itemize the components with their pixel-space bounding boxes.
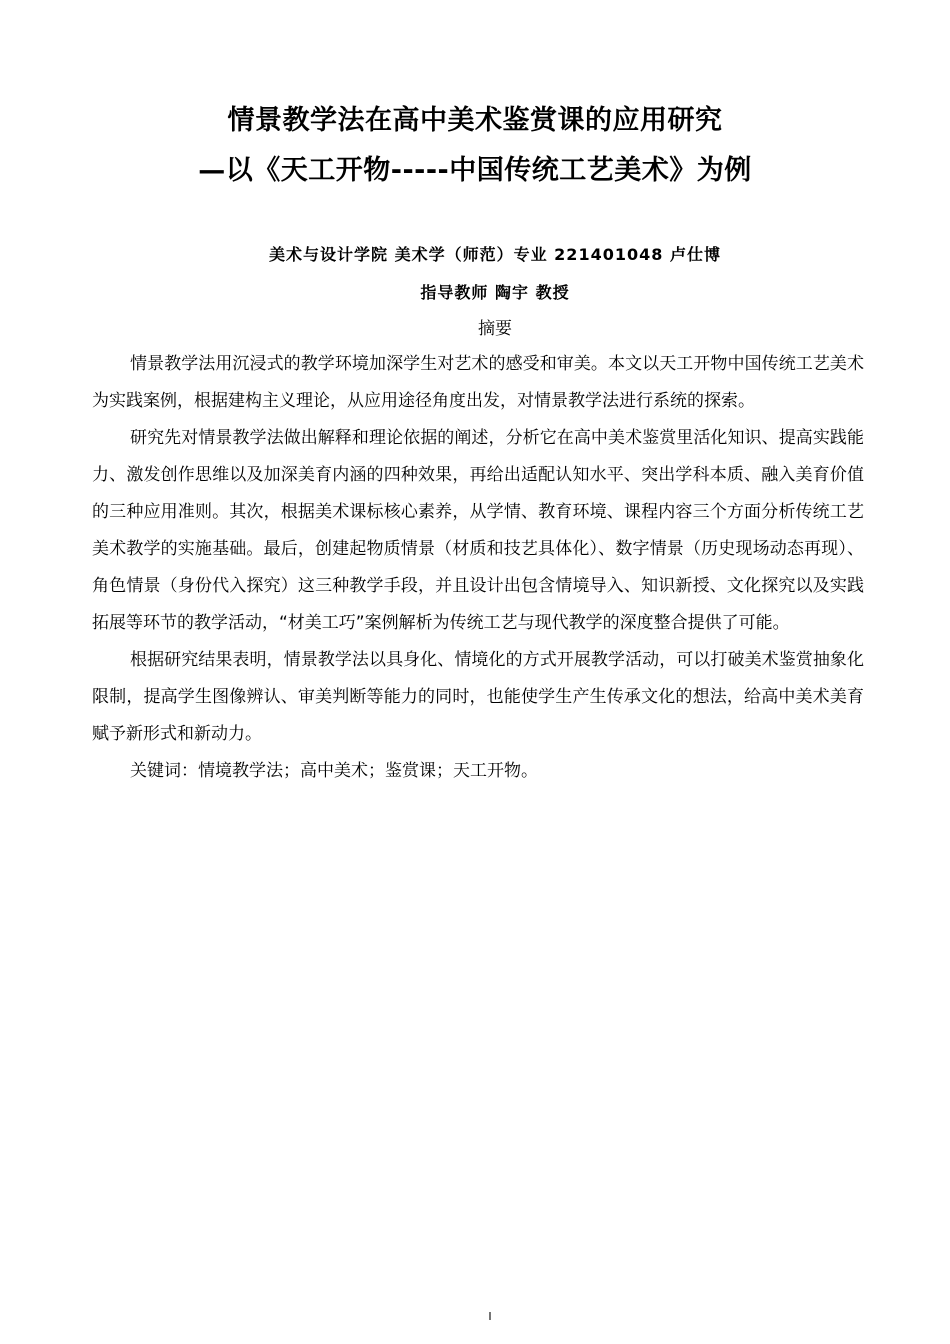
abstract-paragraph: 情景教学法用沉浸式的教学环境加深学生对艺术的感受和审美。本文以天工开物中国传统工艺美术为实践案例，根据建构主义理论，从应用途径角度出发，对情景教学法进行系统的探索。	[92, 354, 864, 411]
page-number: I	[488, 1310, 492, 1323]
abstract-paragraph: 根据研究结果表明，情景教学法以具身化、情境化的方式开展教学活动，可以打破美术鉴赏抽象化限制，提高学生图像辨认、审美判断等能力的同时，也能使学生产生传承文化的想法，给高中美术美育赋予新形式和新动力。	[92, 650, 864, 744]
keywords: 关键词：情境教学法；高中美术；鉴赏课；天工开物。	[130, 761, 538, 781]
advisor-info: 指导教师 陶宇 教授	[420, 283, 570, 302]
abstract-heading: 摘要	[478, 319, 512, 339]
abstract-body	[92, 346, 864, 790]
author-info: 美术与设计学院 美术学（师范）专业 221401048 卢仕博	[269, 245, 721, 264]
abstract-paragraph: 研究先对情景教学法做出解释和理论依据的阐述，分析它在高中美术鉴赏里活化知识、提高实践能力、激发创作思维以及加深美育内涵的四种效果，再给出适配认知水平、突出学科本质、融入美育价值的三种应用准则。其次，根据美术课标核心素养，从学情、教育环境、课程内容三个方面分析传统工艺美术教学的实施基础。最后，创建起物质情景（材质和技艺具体化）、数字情景（历史现场动态再现）、角色情景（身份代入探究）这三种教学手段，并且设计出包含情境导入、知识新授、文化探究以及实践拓展等环节的教学活动，“材美工巧”案例解析为传统工艺与现代教学的深度整合提供了可能。	[92, 428, 864, 633]
paper-subtitle: —以《天工开物-----中国传统工艺美术》为例	[198, 155, 752, 186]
paper-title: 情景教学法在高中美术鉴赏课的应用研究	[227, 105, 723, 136]
